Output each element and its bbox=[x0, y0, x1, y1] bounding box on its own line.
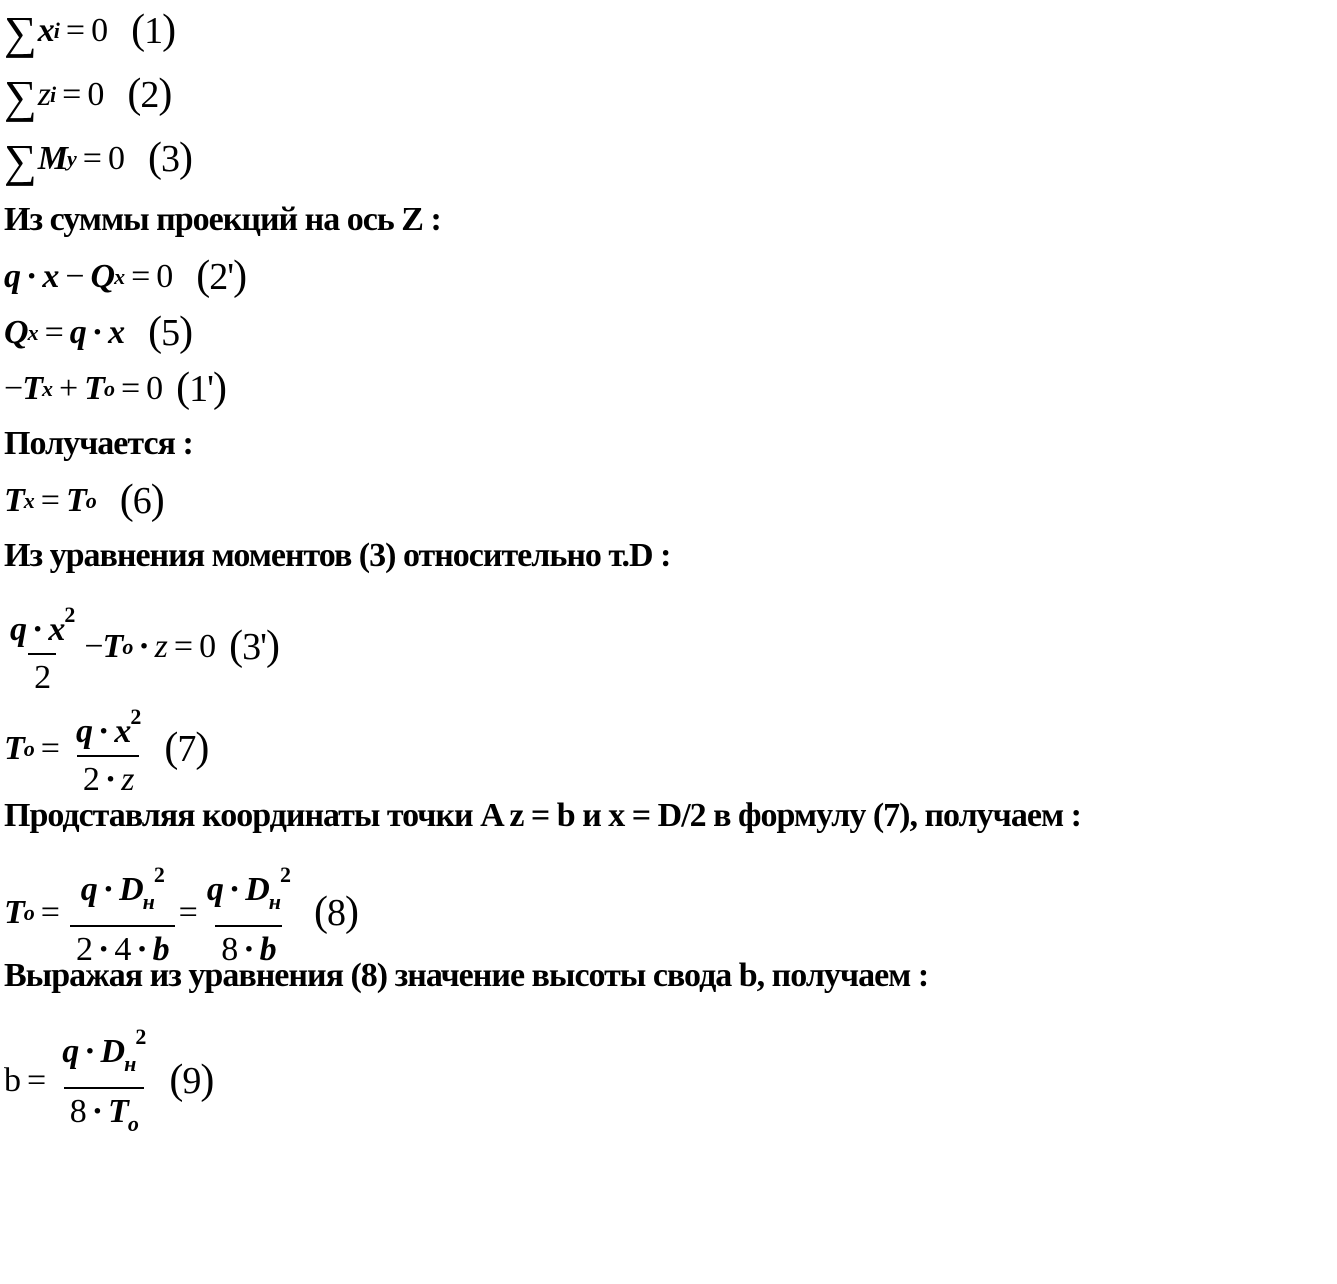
equation-3-prime: $\frac{q \cdot x^2}{2}$ − T o · z = 0 (3') bbox=[4, 592, 279, 701]
fraction: $\frac{q \cdot D_н^2}{8 \cdot T_o}$ bbox=[56, 1014, 151, 1147]
equation-tag: (7) bbox=[164, 725, 209, 771]
equation-2-prime: q · x − Q x = 0 (2') bbox=[4, 253, 247, 299]
fraction: $\frac{q \cdot x^2}{2 \cdot z}$ bbox=[70, 694, 146, 803]
equation-1-prime: − T x + T o = 0 (1') bbox=[4, 365, 226, 411]
fraction: $\frac{q \cdot x^2}{2}$ bbox=[4, 592, 80, 701]
equation-tag: (6) bbox=[119, 477, 164, 523]
equation-tag: (1) bbox=[131, 7, 176, 53]
sum-symbol: ∑ bbox=[4, 6, 36, 58]
equation-tag: (9) bbox=[169, 1057, 214, 1103]
equation-7: T o = $\frac{q \cdot x^2}{2 \cdot z}$ (7) bbox=[4, 694, 208, 803]
text-line-vault-height: Выражая из уравнения (8) значение высоты свода b, получаем : bbox=[4, 957, 929, 994]
fraction: $\frac{q \cdot D_н^2}{2 \cdot 4 \cdot b}$ bbox=[70, 852, 175, 973]
sum-symbol: ∑ bbox=[4, 70, 36, 122]
equation-6: T x = T o (6) bbox=[4, 477, 164, 523]
equation-1: ∑ x i = 0 (1) bbox=[4, 6, 176, 58]
equation-tag: (5) bbox=[148, 309, 193, 355]
text-line-projections: Из суммы проекций на ось Z : bbox=[4, 201, 441, 238]
equation-3: ∑ M y = 0 (3) bbox=[4, 134, 192, 186]
equation-tag: (3) bbox=[147, 135, 192, 181]
equation-8: T o = $\frac{q \cdot D_н^2}{2 \cdot 4 \cdot b}$ = $\frac{q \cdot D_н^2}{8 \cdot b}$ (8) bbox=[4, 852, 358, 973]
text-line-substitution: Продставляя координаты точки A z = b и x = D/2 в формулу (7), получаем : bbox=[4, 797, 1081, 834]
equation-tag: (8) bbox=[313, 889, 358, 935]
sum-symbol: ∑ bbox=[4, 134, 36, 186]
equation-9: b = $\frac{q \cdot D_н^2}{8 \cdot T_o}$ (9) bbox=[4, 1014, 213, 1147]
text-line-moments: Из уравнения моментов (3) относительно т.D : bbox=[4, 537, 671, 574]
equation-5: Q x = q · x (5) bbox=[4, 309, 193, 355]
fraction: $\frac{q \cdot D_н^2}{8 \cdot b}$ bbox=[201, 852, 296, 973]
equation-tag: (3') bbox=[229, 623, 279, 669]
equation-tag: (2') bbox=[196, 253, 247, 299]
equation-tag: (1') bbox=[176, 365, 226, 411]
equation-tag: (2) bbox=[127, 71, 172, 117]
equation-2: ∑ z i = 0 (2) bbox=[4, 70, 172, 122]
text-line-result: Получается : bbox=[4, 425, 193, 462]
